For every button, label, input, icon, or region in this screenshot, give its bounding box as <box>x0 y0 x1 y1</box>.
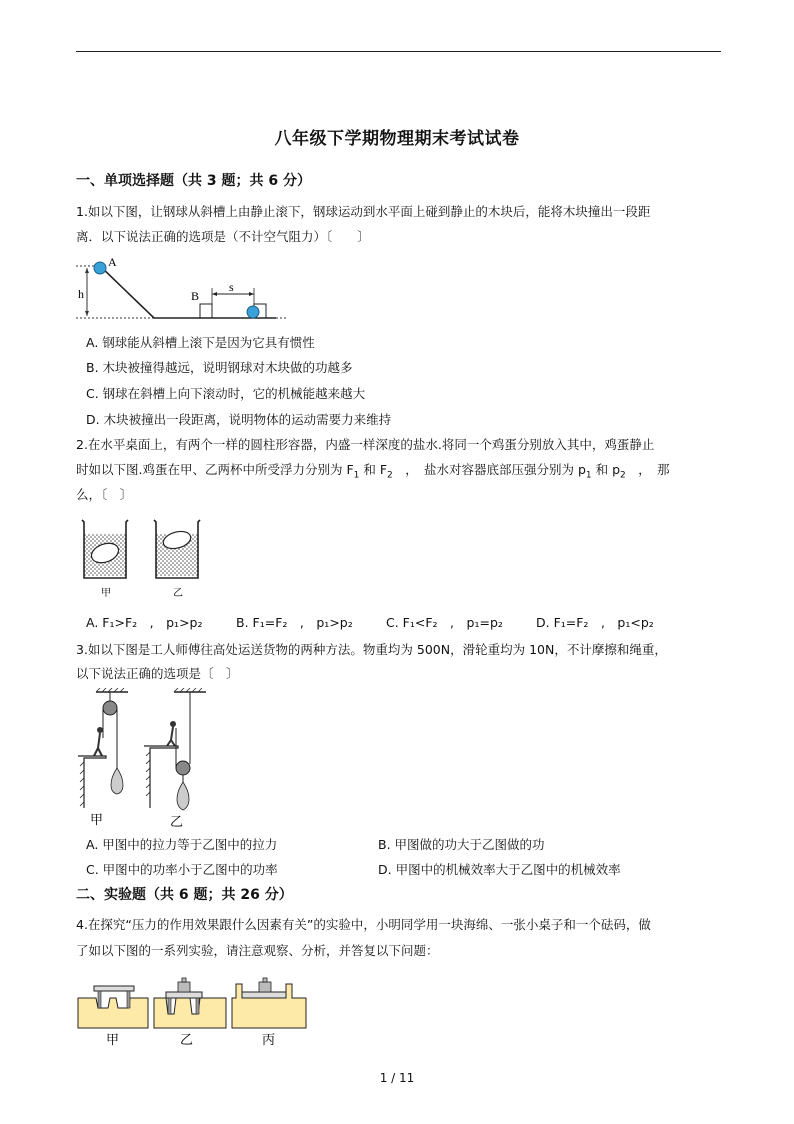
q2-stem-line3: 么，〔 〕 <box>76 487 133 502</box>
q2-stem-line2: 时如以下图.鸡蛋在甲、乙两杯中所受浮力分别为 $F_1$ 和 $F_2$ ， 盐水对容器底部压强分别为 $p_1$ 和 $p_2$ ， 那 <box>76 462 670 481</box>
q1-stem-line2: 离．以下说法正确的选项是（不计空气阻力）〔 〕 <box>76 229 370 244</box>
q2-options-row <box>86 613 706 631</box>
q1-option-b[interactable]: B. 木块被撞得越远，说明钢球对木块做的功越多 <box>86 360 353 375</box>
q4-sponge-figure <box>76 970 316 1048</box>
q1-ramp-figure <box>76 252 286 324</box>
q4-stem-line1: 4.在探究“压力的作用效果跟什么因素有关”的实验中，小明同学用一块海绵、一张小桌子和一个砝码，做 <box>76 917 651 932</box>
page-title: 八年级下学期物理期末考试试卷 <box>274 129 520 149</box>
q4-label-2: 乙 <box>180 1033 194 1048</box>
q1-stem-line1: 1.如以下图，让钢球从斜槽上由静止滚下，钢球运动到水平面上碰到静止的木块后，能将木块撞出一段距 <box>76 204 651 219</box>
header-rule <box>76 51 721 52</box>
q1-label-a: A <box>108 255 117 269</box>
q2-option-d[interactable]: D. F₁=F₂ , p₁<p₂ <box>536 615 654 630</box>
q4-label-1: 甲 <box>106 1033 120 1048</box>
q3-option-c[interactable]: C. 甲图中的功率小于乙图中的功率 <box>86 862 278 877</box>
q1-label-h: h <box>78 287 84 301</box>
q1-option-d[interactable]: D. 木块被撞出一段距离，说明物体的运动需要力来维持 <box>86 412 392 427</box>
q1-label-b: B <box>191 289 200 303</box>
q2-beakers-figure <box>76 514 206 604</box>
q3-option-d[interactable]: D. 甲图中的机械效率大于乙图中的机械效率 <box>378 862 621 877</box>
q3-stem-line1: 3.如以下图是工人师傅往高处运送货物的两种方法。物重均为 500N，滑轮重均为 10N，不计摩擦和绳重， <box>76 642 667 657</box>
q3-label-right: 乙 <box>170 815 184 828</box>
q3-label-left: 甲 <box>90 813 104 828</box>
q4-label-3: 丙 <box>262 1033 276 1048</box>
page-number: 1 / 11 <box>379 1071 415 1085</box>
q3-stem-line2: 以下说法正确的选项是〔 〕 <box>76 666 239 681</box>
q4-stem-line2: 了如以下图的一系列实验，请注意观察、分析，并答复以下问题： <box>76 943 439 958</box>
q2-option-c[interactable]: C. F₁<F₂ , p₁=p₂ <box>386 615 503 630</box>
q1-option-c[interactable]: C. 钢球在斜槽上向下滚动时，它的机械能越来越大 <box>86 386 366 401</box>
section-heading-2: 二、实验题（共 6 题；共 26 分） <box>76 887 293 903</box>
section-heading-1: 一、单项选择题（共 3 题；共 6 分） <box>76 173 311 189</box>
q1-option-a[interactable]: A. 钢球能从斜槽上滚下是因为它具有惯性 <box>86 335 315 350</box>
q3-pulley-figure <box>76 688 216 828</box>
q3-option-b[interactable]: B. 甲图做的功大于乙图做的功 <box>378 837 545 852</box>
q2-label-left: 甲 <box>101 588 111 599</box>
q2-label-right: 乙 <box>173 588 183 599</box>
q2-stem-line1: 2.在水平桌面上，有两个一样的圆柱形容器，内盛一样深度的盐水.将同一个鸡蛋分别放入其中，鸡蛋静止 <box>76 437 655 452</box>
q1-label-s: s <box>229 280 234 294</box>
q2-option-a[interactable]: A. F₁>F₂ , p₁>p₂ <box>86 615 203 630</box>
q2-option-b[interactable]: B. F₁=F₂ , p₁>p₂ <box>236 615 353 630</box>
q3-option-a[interactable]: A. 甲图中的拉力等于乙图中的拉力 <box>86 837 278 852</box>
